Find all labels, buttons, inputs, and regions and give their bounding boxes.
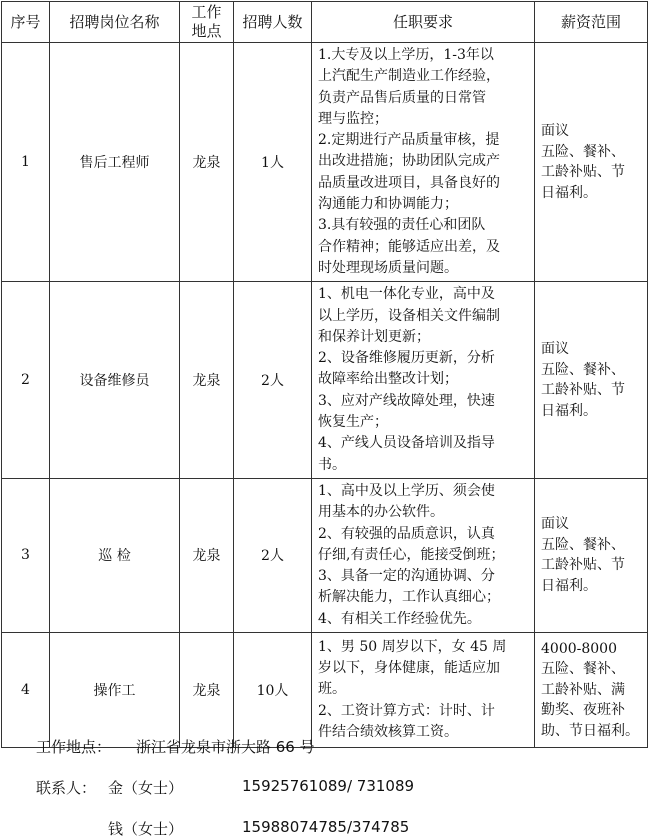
address-value: 浙江省龙泉市浙大路 66 号	[136, 738, 315, 756]
address-label: 工作地点：	[36, 738, 112, 756]
requirements-cell	[312, 43, 535, 282]
requirement-line: 析解决能力，工作认真细心；	[318, 589, 500, 606]
requirement-line: 3、具备一定的沟通协调、分	[318, 568, 495, 585]
position-name: 设备维修员	[50, 282, 180, 479]
salary-line: 五险、餐补、	[541, 536, 625, 553]
salary-line: 工龄补贴、节	[541, 164, 625, 181]
position-name: 售后工程师	[50, 43, 180, 282]
salary-line: 五险、餐补、	[541, 143, 625, 160]
table-row	[2, 282, 648, 479]
contact2-phone: 15988074785/374785	[242, 818, 410, 836]
requirement-line: 理与监控；	[318, 110, 388, 127]
work-location: 龙泉	[180, 43, 234, 282]
requirement-line: 2、设备维修履历更新，分析	[318, 350, 495, 367]
header-position: 招聘岗位名称	[50, 2, 180, 43]
header-requirements: 任职要求	[312, 2, 535, 43]
salary-line: 五险、餐补、	[541, 361, 625, 378]
salary-line: 工龄补贴、节	[541, 382, 625, 399]
requirements-cell	[312, 282, 535, 479]
requirement-line: 1、男 50 周岁以下，女 45 周	[318, 638, 507, 655]
salary-line: 工龄补贴、节	[541, 557, 625, 574]
contact1-phone: 15925761089/ 731089	[242, 777, 415, 795]
header-location-line1: 工作	[191, 3, 222, 21]
row-number: 2	[2, 282, 50, 479]
requirement-line: 4、有相关工作经验优先。	[318, 610, 481, 627]
requirement-line: 和保养计划更新；	[318, 328, 430, 345]
requirement-line: 件结合绩效核算工资。	[318, 723, 458, 740]
salary-line: 面议	[541, 516, 569, 533]
table-row	[2, 633, 648, 748]
requirement-line: 3、应对产线故障处理，快速	[318, 392, 495, 409]
header-salary: 薪资范围	[535, 2, 648, 43]
requirement-line: 2.定期进行产品质量审核，提	[318, 132, 500, 149]
header-location-line2: 地点	[191, 22, 222, 40]
requirement-line: 1.大专及以上学历，1-3年以	[318, 47, 494, 63]
salary-line: 日福利。	[541, 402, 597, 419]
position-name: 巡 检	[50, 478, 180, 632]
hire-count: 2人	[234, 282, 312, 479]
requirement-line: 3.具有较强的责任心和团队	[318, 217, 486, 234]
requirement-line: 2、工资计算方式：计时、计	[318, 702, 495, 719]
row-number: 3	[2, 478, 50, 632]
salary-line: 日福利。	[541, 184, 597, 201]
contact1-name: 金（女士）	[108, 779, 184, 797]
salary-cell	[535, 282, 648, 479]
salary-cell	[535, 43, 648, 282]
salary-line: 工龄补贴、满	[541, 681, 625, 698]
salary-line: 五险、餐补、	[541, 661, 625, 678]
contact-label: 联系人：	[36, 779, 97, 797]
requirement-line: 用基本的办公软件。	[318, 504, 444, 521]
requirement-line: 1、高中及以上学历、须会使	[318, 482, 495, 499]
salary-line: 4000-8000	[541, 640, 617, 657]
salary-cell	[535, 633, 648, 748]
requirement-line: 合作精神；能够适应出差，及	[318, 238, 500, 255]
header-num: 序号	[2, 2, 50, 43]
requirement-line: 以上学历，设备相关文件编制	[318, 307, 500, 324]
requirement-line: 沟通能力和协调能力；	[318, 196, 458, 213]
requirement-line: 4、产线人员设备培训及指导	[318, 435, 495, 452]
salary-line: 面议	[541, 341, 569, 358]
work-location: 龙泉	[180, 633, 234, 748]
requirement-line: 出改进措施；协助团队完成产	[318, 153, 500, 170]
hire-count: 1人	[234, 43, 312, 282]
requirement-line: 恢复生产；	[318, 414, 388, 431]
requirement-line: 故障率给出整改计划；	[318, 371, 458, 388]
requirement-line: 岁以下，身体健康，能适应加	[318, 660, 500, 677]
salary-line: 面议	[541, 123, 569, 140]
hire-count: 10人	[234, 633, 312, 748]
requirements-cell	[312, 478, 535, 632]
header-count: 招聘人数	[234, 2, 312, 43]
table-row	[2, 478, 648, 632]
header-row	[2, 2, 648, 43]
work-location: 龙泉	[180, 282, 234, 479]
requirement-line: 负责产品售后质量的日常管	[318, 89, 486, 106]
salary-cell	[535, 478, 648, 632]
salary-line: 助、节日福利。	[541, 722, 639, 739]
requirement-line: 1、机电一体化专业，高中及	[318, 286, 495, 303]
salary-line: 勤奖、夜班补	[541, 702, 625, 719]
salary-line: 日福利。	[541, 577, 597, 594]
requirement-line: 书。	[318, 456, 346, 473]
requirement-line: 品质量改进项目，具备良好的	[318, 174, 500, 191]
header-location	[180, 2, 234, 43]
contact2-name: 钱（女士）	[108, 820, 184, 838]
hire-count: 2人	[234, 478, 312, 632]
recruitment-table	[1, 1, 648, 748]
position-name: 操作工	[50, 633, 180, 748]
requirement-line: 上汽配生产制造业工作经验，	[318, 68, 500, 85]
requirements-cell	[312, 633, 535, 748]
requirement-line: 仔细,有责任心，能接受倒班；	[318, 546, 505, 563]
row-number: 1	[2, 43, 50, 282]
requirement-line: 2、有较强的品质意识，认真	[318, 525, 495, 542]
table-row	[2, 43, 648, 282]
row-number: 4	[2, 633, 50, 748]
requirement-line: 班。	[318, 681, 346, 698]
work-location: 龙泉	[180, 478, 234, 632]
requirement-line: 时处理现场质量问题。	[318, 259, 458, 276]
